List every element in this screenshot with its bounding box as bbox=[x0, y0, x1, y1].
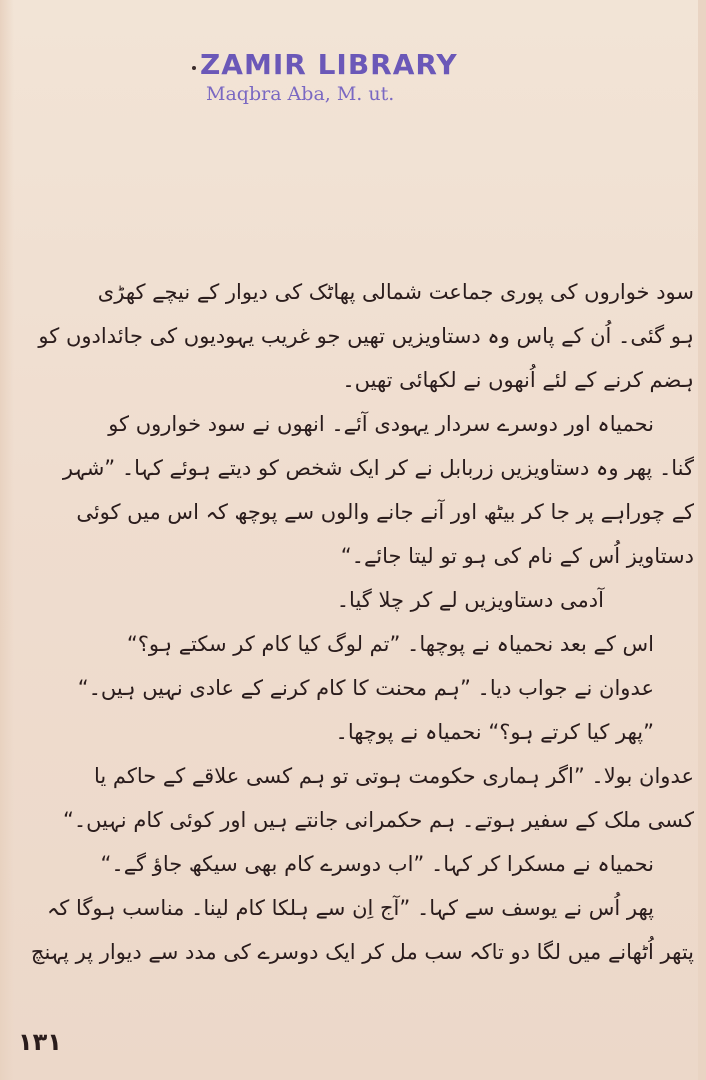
stamp-subtitle: Maqbra Aba, M. ut. bbox=[206, 83, 395, 105]
text-line: پھر اُس نے یوسف سے کہا۔ ”آج اِن سے ہلکا کام لینا۔ مناسب ہوگا کہ bbox=[46, 896, 654, 920]
text-line: آدمی دستاویزیں لے کر چلا گیا۔ bbox=[336, 588, 604, 612]
text-line: ہو گئی۔ اُن کے پاس وہ دستاویزیں تھیں جو غریب یہودیوں کی جائدادوں کو bbox=[38, 324, 694, 348]
text-line: گنا۔ پھر وہ دستاویزیں زربابل نے کر ایک شخص کو دیتے ہوئے کہا۔ ”شہر bbox=[62, 456, 694, 480]
text-line: ہضم کرنے کے لئے اُنھوں نے لکھائی تھیں۔ bbox=[342, 368, 694, 392]
text-line: اس کے بعد نحمیاہ نے پوچھا۔ ”تم لوگ کیا کام کر سکتے ہو؟“ bbox=[126, 632, 654, 656]
text-line: دستاویز اُس کے نام کی ہو تو لیتا جائے۔“ bbox=[340, 544, 694, 568]
stamp-mark bbox=[192, 66, 196, 70]
text-line: کسی ملک کے سفیر ہوتے۔ ہم حکمرانی جانتے ہیں اور کوئی کام نہیں۔“ bbox=[62, 808, 694, 832]
page-shadow-right bbox=[698, 0, 706, 1080]
text-line: ”پھر کیا کرتے ہو؟“ نحمیاہ نے پوچھا۔ bbox=[335, 720, 654, 744]
text-line: نحمیاہ نے مسکرا کر کہا۔ ”اب دوسرے کام بھی سیکھ جاؤ گے۔“ bbox=[100, 852, 654, 876]
text-line: کے چوراہے پر جا کر بیٹھ اور آنے جانے والوں سے پوچھ کہ اس میں کوئی bbox=[76, 500, 694, 524]
text-line: عدوان بولا۔ ”اگر ہماری حکومت ہوتی تو ہم کسی علاقے کے حاکم یا bbox=[93, 764, 694, 788]
text-line: عدوان نے جواب دیا۔ ”ہم محنت کا کام کرنے کے عادی نہیں ہیں۔“ bbox=[77, 676, 654, 700]
page-shadow-left bbox=[0, 0, 14, 1080]
text-line: پتھر اُٹھانے میں لگا دو تاکہ سب مل کر ایک دوسرے کی مدد سے دیوار پر پہنچ bbox=[30, 940, 694, 964]
library-stamp bbox=[200, 48, 500, 106]
page-body-text bbox=[18, 270, 694, 974]
text-line: سود خواروں کی پوری جماعت شمالی پھاٹک کی دیوار کے نیچے کھڑی bbox=[97, 280, 694, 304]
page-number: ۱۳۱ bbox=[18, 1028, 62, 1056]
text-line: نحمیاہ اور دوسرے سردار یہودی آئے۔ انھوں نے سود خواروں کو bbox=[108, 412, 654, 436]
stamp-title: ZAMIR LIBRARY bbox=[200, 48, 458, 81]
